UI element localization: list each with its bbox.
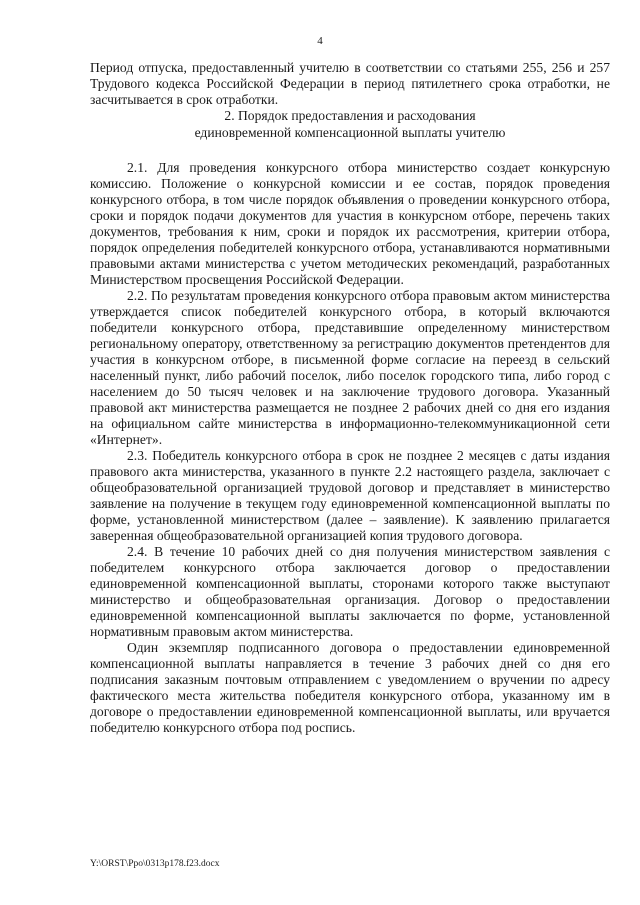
section-title-line-2: единовременной компенсационной выплаты учителю <box>194 124 506 140</box>
paragraph-2-3: 2.3. Победитель конкурсного отбора в срок не позднее 2 месяцев с даты издания правового акта министерства, указанного в пункте 2.2 настоящего раздела, заключает с общеобразовательной организацией трудовой договор и представляет в министерство заявление на получение в текущем году единовременной компенсационной выплаты по форме, установленной министерством (далее – заявление). К заявлению прилагается заверенная общеобразовательной организацией копия трудового договора. <box>90 448 610 543</box>
file-path-footer: Y:\ORST\Ppo\0313p178.f23.docx <box>90 859 220 869</box>
paragraph-2-4: 2.4. В течение 10 рабочих дней со дня получения министерством заявления с победителем конкурсного отбора заключается договор о предоставлении единовременной компенсационной выплаты, сторонами которого также выступают министерство и общеобразовательная организация. Договор о предоставлении единовременной компенсационной выплаты заключается по форме, установленной нормативным правовым актом министерства. <box>90 544 610 639</box>
paragraph-contract-copy: Один экземпляр подписанного договора о предоставлении единовременной компенсационной выплаты направляется в течение 3 рабочих дней со дня его подписания заказным почтовым отправлением с уведомлением о вручении по адресу фактического места жительства победителя конкурсного отбора, указанному им в договоре о предоставлении единовременной компенсационной выплаты, или вручается победителю конкурсного отбора под роспись. <box>90 640 610 735</box>
paragraph-2-1: 2.1. Для проведения конкурсного отбора министерство создает конкурсную комиссию. Положение о конкурсной комиссии и ее состав, порядок проведения конкурсного отбора, в том числе порядок объявления о проведении конкурсного отбора, сроки и порядок подачи документов для участия в конкурсном отборе, перечень таких документов, требования к ним, сроки и порядок их рассмотрения, критерии отбора, порядок определения победителей конкурсного отбора, устанавливаются нормативными правовыми актами министерства с учетом методических рекомендаций, разработанных Министерством просвещения Российской Федерации. <box>90 160 610 287</box>
document-body <box>90 60 610 736</box>
section-title-line-1: 2. Порядок предоставления и расходования <box>224 108 476 123</box>
intro-paragraph: Период отпуска, предоставленный учителю в соответствии со статьями 255, 256 и 257 Трудового кодекса Российской Федерации в период пятилетнего срока отработки, не засчитывается в срок отработки. <box>90 60 610 107</box>
page-number: 4 <box>317 35 323 47</box>
paragraph-2-2: 2.2. По результатам проведения конкурсного отбора правовым актом министерства утверждается список победителей конкурсного отбора, в который включаются победители конкурсного отбора, представившие определенному министерством региональному оператору, ответственному за регистрацию документов претендентов для участия в конкурсном отборе, в письменной форме согласие на переезд в сельский населенный пункт, либо рабочий поселок, либо поселок городского типа, либо город с населением до 50 тысяч человек и на заключение трудового договора. Указанный правовой акт министерства размещается не позднее 2 рабочих дней со дня его издания на официальном сайте министерства в информационно-телекоммуникационной сети «Интернет». <box>90 288 610 447</box>
section-heading <box>90 108 610 141</box>
